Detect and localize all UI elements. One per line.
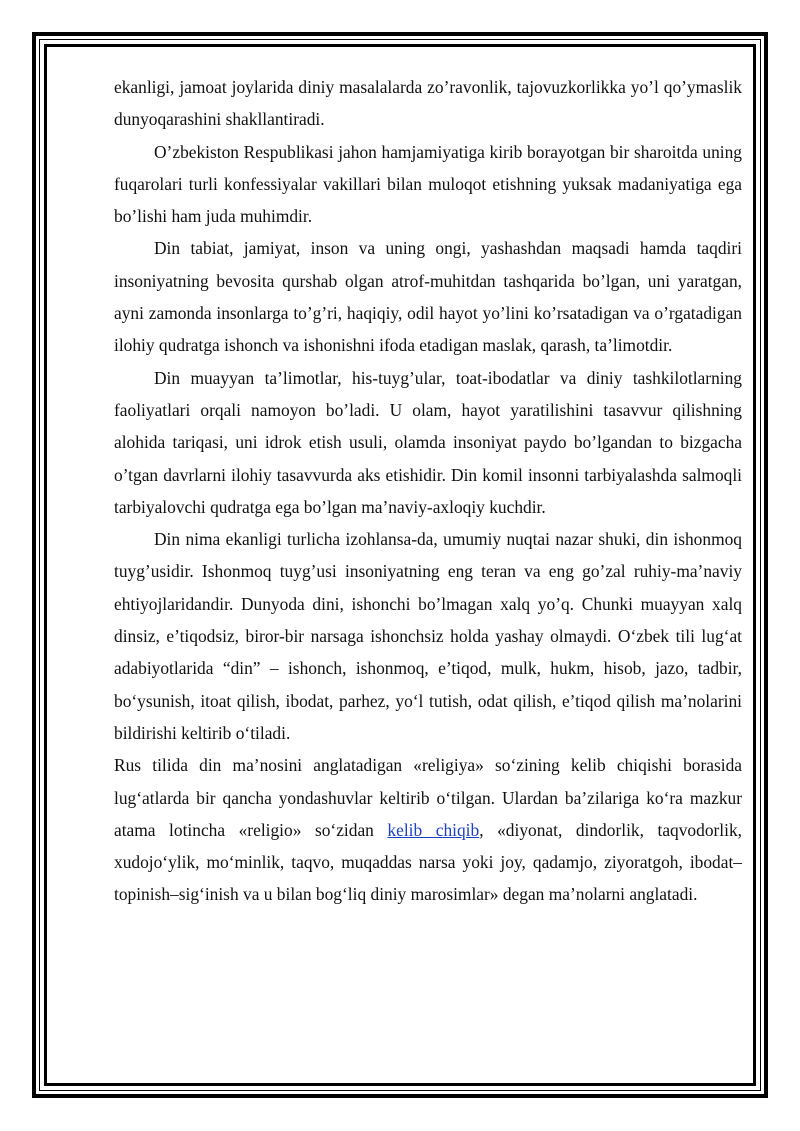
paragraph-religiya-text: Rus tilida din ma’nosini anglatadigan «religiya» so‘zining kelib chiqishi borasida lug‘atlarda bir qancha yondashuvlar keltirib o‘tilgan. Ulardan ba’zilariga ko‘ra mazkur atama lotincha «religio» so‘zidan (114, 755, 742, 840)
kelib-chiqib-link[interactable]: kelib chiqib (387, 819, 480, 840)
document-body (114, 71, 742, 911)
paragraph-continuation: ekanligi, jamoat joylarida diniy masalalarda zo’ravonlik, tajovuzkorlikka yo’l qo’ymaslik dunyoqarashini shakllantiradi. (114, 77, 742, 130)
paragraph-din-meaning-text: Din nima ekanligi turlicha izohlansa-da, umumiy nuqtai nazar shuki, din ishonmoq tuyg’usidir. Ishonmoq tuyg’usi insoniyatning eng teran va eng go’zal ruhiy-ma’naviy ehtiyojlaridandir. Dunyoda dini, ishonchi bo’lmagan xalq yo’q. Chunki muayyan xalq dinsiz, e’tiqodsiz, biror-bir narsaga ishonchsiz holda yashay olmaydi. O‘zbek tili lug‘at adabiyotlarida “din” – ishonch, ishonmoq, e’tiqod, mulk, hukm, hisob, jazo, tadbir, bo‘ysunish, itoat qilish, ibodat, parhez, yo‘l tutish, odat qilish, e’tiqod qilish ma’nolarini bildirishi keltirib o‘tiladi. (114, 529, 742, 743)
paragraph-din-meaning (114, 523, 742, 911)
paragraph-din-manifestation: Din muayyan ta’limotlar, his-tuyg’ular, toat-ibodatlar va diniy tashkilotlarning faoliyatlari orqali namoyon bo’ladi. U olam, hayot yaratilishini tasavvur qilishning alohida tariqasi, uni idrok etish usuli, olamda insoniyat paydo bo’lgandan to bizgacha o’tgan davrlarni ilohiy tasavvurda aks etishidir. Din komil insonni tarbiyalashda salmoqli tarbiyalovchi qudratga ega bo’lgan ma’naviy-axloqiy kuchdir. (114, 367, 742, 517)
paragraph-din-definition: Din tabiat, jamiyat, inson va uning ongi, yashashdan maqsadi hamda taqdiri insoniyatning bevosita qurshab olgan atrof-muhitdan tashqarida bo’lgan, uni yaratgan, ayni zamonda insonlarga to’g’ri, haqiqiy, odil hayot yo’lini ko’rsatadigan va o’rgatadigan ilohiy qudratga ishonch va ishonishni ifoda etadigan maslak, qarash, ta’limotdir. (114, 238, 742, 356)
paragraph-religiya-end: , «diyonat, dindorlik, taqvodorlik, xudojo‘ylik, mo‘minlik, taqvo, muqaddas narsa yoki joy, qadamjo, ziyoratgoh, ibodat– topinish–sig‘inish va u bilan bog‘liq diniy marosimlar» degan ma’nolarni anglatadi. (114, 819, 743, 905)
paragraph-uzbekistan: O’zbekiston Respublikasi jahon hamjamiyatiga kirib borayotgan bir sharoitda uning fuqarolari turli konfessiyalar vakillari bilan muloqot etishning yuksak madaniyatiga ega bo’lishi ham juda muhimdir. (114, 141, 742, 227)
